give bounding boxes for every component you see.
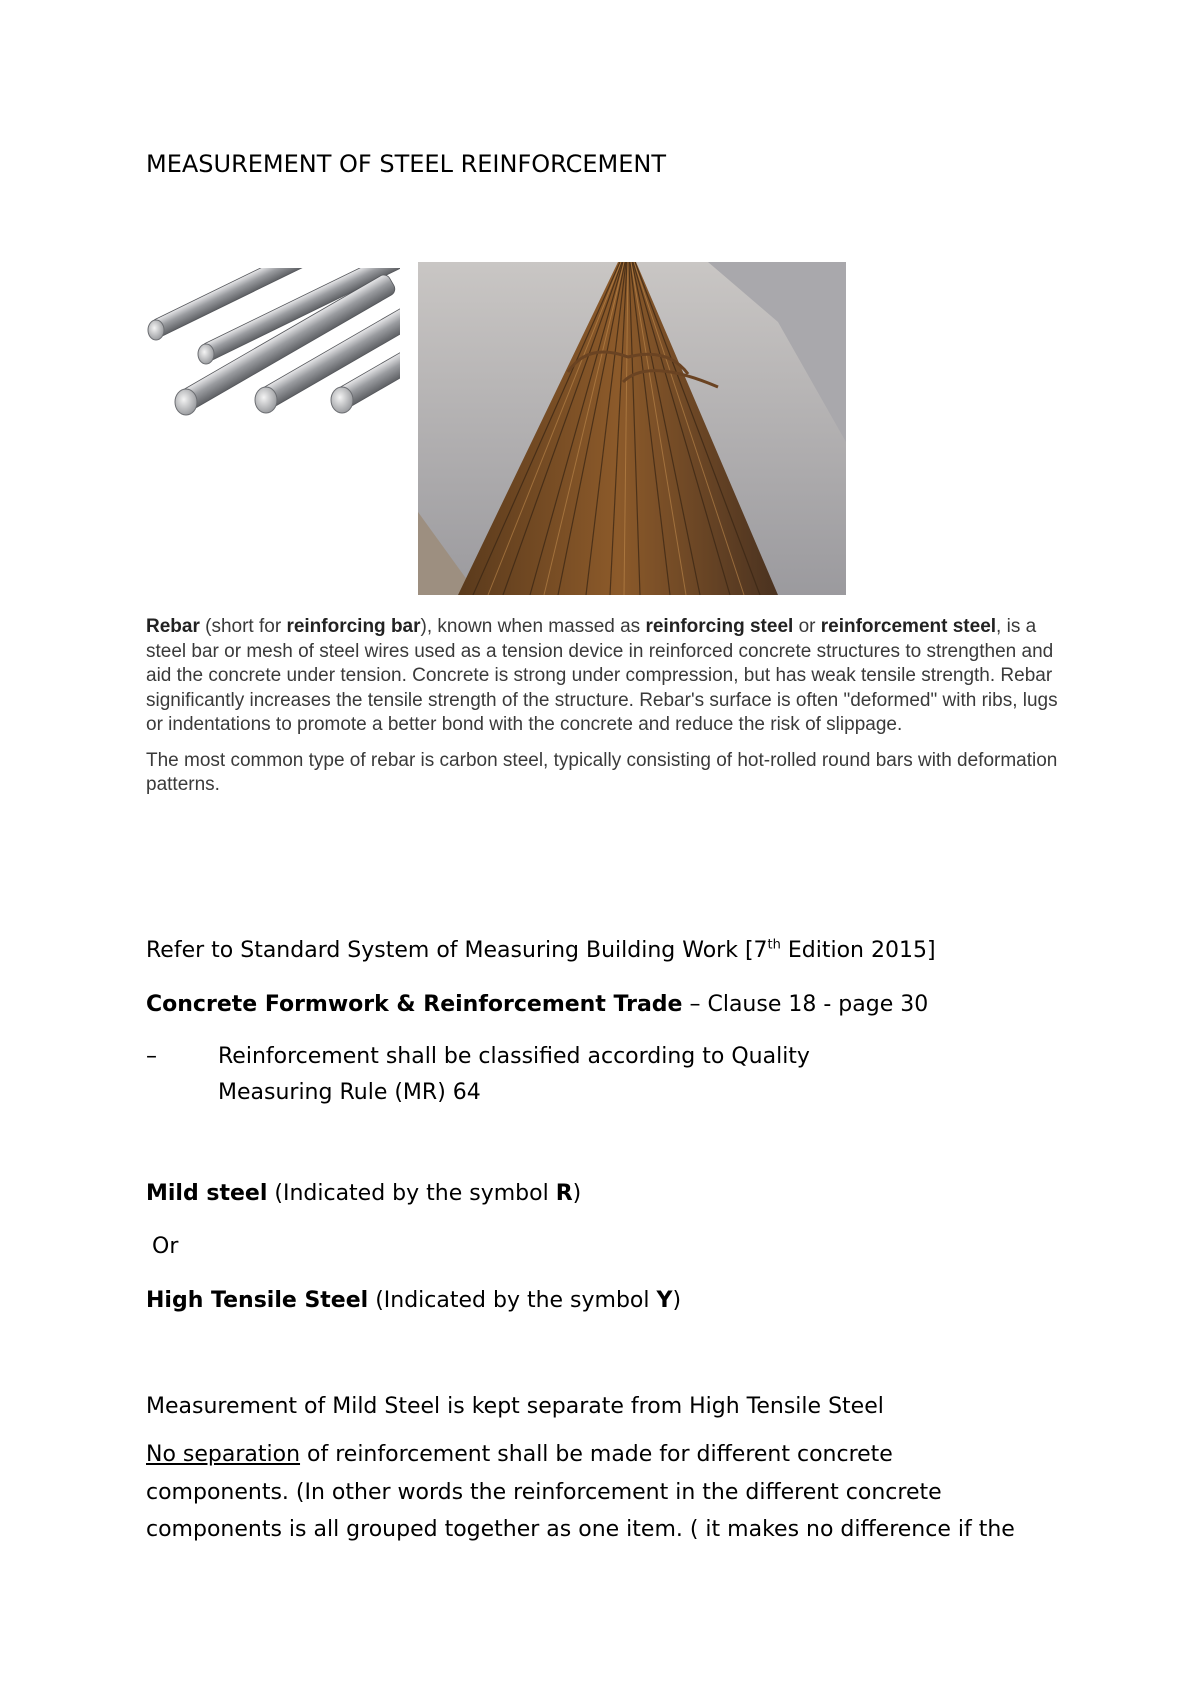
term-reinforcing-steel: reinforcing steel [645,616,794,637]
mild-steel-line [146,1181,1076,1206]
rebar-description [146,615,1076,809]
mild-steel-symbol: R [555,1181,573,1206]
document-title: MEASUREMENT OF STEEL REINFORCEMENT [146,150,667,178]
term-reinforcement-steel: reinforcement steel [820,616,997,637]
list-dash: – [146,1044,157,1069]
text-segment: or [793,616,821,637]
refer-superscript: th [767,937,781,953]
text-segment: , is a steel bar or mesh of steel wires used as a tension device in reinforced concrete structures to strengthen and aid the concrete under tension. Concrete is strong under compression, but has weak tensile strength. Rebar significantly increases the tensile strength of the structure. Rebar's surface is often "deformed" with ribs, lugs or indentations to promote a better bond with the concrete and reduce the risk of slippage. [146,616,1058,735]
no-separation-paragraph [146,1436,1086,1549]
closing-paren: ) [672,1288,682,1313]
text-segment: ), known when massed as [420,616,646,637]
term-rebar: Rebar [146,616,200,637]
rebar-bundle-on-ground-image [418,262,846,595]
refer-suffix: Edition 2015] [780,938,936,963]
trade-name: Concrete Formwork & Reinforcement Trade [146,992,683,1017]
no-separation-line-2: components. (In other words the reinforcement in the different concrete [146,1479,942,1505]
closing-paren: ) [572,1181,582,1206]
no-separation-line-3: components is all grouped together as one item. ( it makes no difference if the [146,1517,1015,1542]
high-tensile-desc: (Indicated by the symbol [368,1288,657,1313]
rebar-bars-closeup-image [144,268,400,432]
text-segment: of reinforcement shall be made for different concrete [300,1442,893,1467]
mild-steel-term: Mild steel [146,1181,268,1206]
rebar-paragraph-1 [146,615,1076,738]
or-text: Or [152,1234,179,1259]
measuring-rule-ref: Measuring Rule (MR) 64 [218,1080,481,1105]
list-item-classification: Reinforcement shall be classified according to Quality [218,1044,810,1069]
mild-steel-desc: (Indicated by the symbol [267,1181,556,1206]
text-segment: (short for [199,616,287,637]
trade-clause: – Clause 18 - page 30 [682,992,929,1017]
refer-standard-line [146,938,1076,963]
no-separation-term: No separation [146,1442,301,1467]
term-reinforcing-bar: reinforcing bar [286,616,421,637]
high-tensile-line [146,1288,1076,1313]
refer-prefix: Refer to Standard System of Measuring Building Work [7 [146,938,768,963]
measurement-separate-line: Measurement of Mild Steel is kept separate from High Tensile Steel [146,1394,884,1419]
high-tensile-term: High Tensile Steel [146,1288,369,1313]
trade-clause-line [146,992,1076,1017]
rebar-paragraph-2: The most common type of rebar is carbon steel, typically consisting of hot-rolled round bars with deformation patterns. [146,749,1058,795]
high-tensile-symbol: Y [656,1288,673,1313]
no-separation-line-1 [146,1436,1086,1474]
